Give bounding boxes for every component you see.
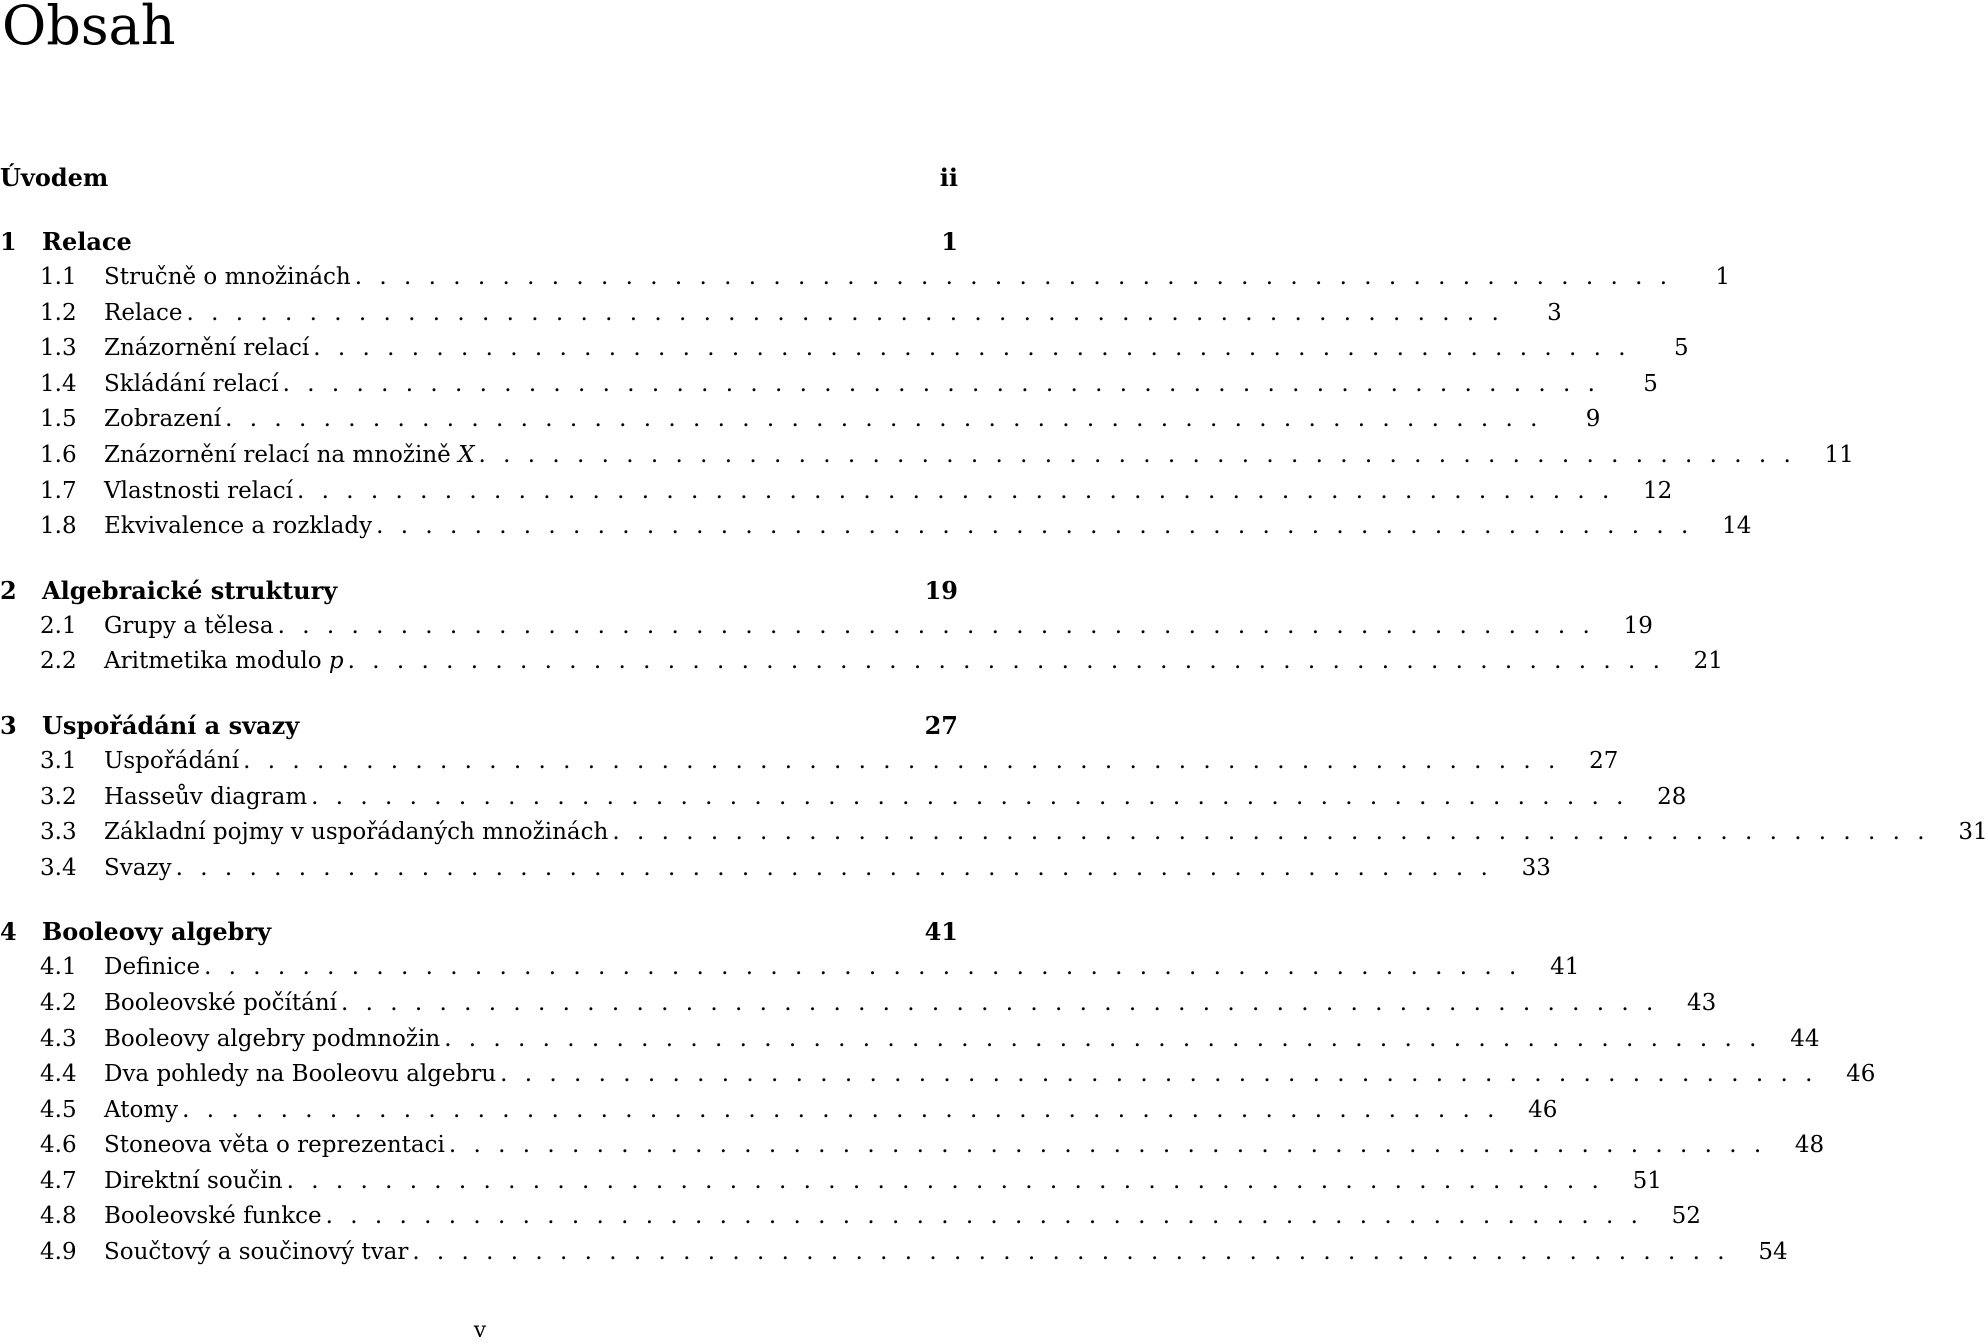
section-title: Hasseův diagram xyxy=(104,783,308,810)
section-page-number: 9 xyxy=(1585,406,1601,433)
toc-section-entry[interactable] xyxy=(0,1199,1701,1235)
toc-section-entry[interactable] xyxy=(0,851,1551,887)
section-page-number: 52 xyxy=(1671,1203,1701,1230)
toc-section-entry[interactable] xyxy=(0,1235,1788,1271)
dot-leader: . . . . . . . . . . . . . . . . . . . . . . . . . . . . . . . . . . . . . . . . . . . . . . . . . . . . . . xyxy=(282,370,1600,397)
page-title: Obsah xyxy=(2,0,176,57)
section-title: Booleovské počítání xyxy=(104,989,337,1016)
section-number: 3.1 xyxy=(40,747,77,774)
dot-leader: . . . . . . . . . . . . . . . . . . . . . . . . . . . . . . . . . . . . . . . . . . . . . . . . . . . . . . xyxy=(478,441,1796,468)
dot-leader: . . . . . . . . . . . . . . . . . . . . . . . . . . . . . . . . . . . . . . . . . . . . . . . . . . . . . . xyxy=(376,513,1694,540)
section-page-number: 54 xyxy=(1758,1239,1788,1266)
section-number: 1.4 xyxy=(40,370,77,397)
dot-leader: . . . . . . . . . . . . . . . . . . . . . . . . . . . . . . . . . . . . . . . . . . . . . . . . . . . . . . xyxy=(444,1025,1762,1052)
section-page-number: 14 xyxy=(1722,513,1752,540)
section-title: Booleovy algebry podmnožin xyxy=(104,1025,441,1052)
section-page-number: 28 xyxy=(1657,783,1687,810)
dot-leader: . . . . . . . . . . . . . . . . . . . . . . . . . . . . . . . . . . . . . . . . . . . . . . . . . . . . . . xyxy=(325,1203,1643,1230)
section-number: 1.6 xyxy=(40,441,77,468)
section-title: Základní pojmy v uspořádaných množinách xyxy=(104,819,609,846)
chapter-number: 2 xyxy=(0,575,17,605)
dot-leader: . . . . . . . . . . . . . . . . . . . . . . . . . . . . . . . . . . . . . . . . . . . . . . . . . . . . . . xyxy=(182,1096,1500,1123)
dot-leader: . . . . . . . . . . . . . . . . . . . . . . . . . . . . . . . . . . . . . . . . . . . . . . . . . . . . . . xyxy=(500,1061,1818,1088)
section-title: Vlastnosti relací xyxy=(104,477,294,504)
toc-section-entry[interactable] xyxy=(0,1022,1820,1058)
section-number: 1.1 xyxy=(40,264,77,290)
section-page-number: 19 xyxy=(1623,612,1653,639)
section-title: Definice xyxy=(104,954,201,981)
section-page-number: 27 xyxy=(1589,747,1619,774)
toc-chapter-entry[interactable] xyxy=(0,914,958,950)
toc-section-entry[interactable] xyxy=(0,950,1580,986)
page-footer-number: v xyxy=(473,1318,487,1343)
toc-chapter-entry[interactable] xyxy=(0,573,958,609)
chapter-title: Relace xyxy=(42,227,132,256)
toc-section-entry[interactable] xyxy=(0,1164,1662,1200)
chapter-page-number: 19 xyxy=(924,575,958,605)
section-page-number: 44 xyxy=(1790,1025,1820,1052)
toc-section-entry[interactable] xyxy=(0,260,1731,296)
section-page-number: 41 xyxy=(1550,954,1580,981)
section-page-number: 43 xyxy=(1687,989,1717,1016)
section-title: Stručně o množinách xyxy=(104,264,351,290)
section-number: 2.2 xyxy=(40,648,77,675)
dot-leader: . . . . . . . . . . . . . . . . . . . . . . . . . . . . . . . . . . . . . . . . . . . . . . . . . . . . . . xyxy=(243,747,1561,774)
chapter-list xyxy=(0,224,1988,1271)
dot-leader: . . . . . . . . . . . . . . . . . . . . . . . . . . . . . . . . . . . . . . . . . . . . . . . . . . . . . . xyxy=(313,335,1631,362)
section-page-number: 11 xyxy=(1824,441,1854,468)
section-number: 4.5 xyxy=(40,1096,77,1123)
chapter-number: 4 xyxy=(0,917,17,947)
section-title: Atomy xyxy=(104,1096,179,1123)
section-page-number: 46 xyxy=(1528,1096,1558,1123)
toc-section-entry[interactable] xyxy=(0,1093,1558,1129)
toc-section-entry[interactable] xyxy=(0,780,1687,816)
section-title: Booleovské funkce xyxy=(104,1203,322,1230)
section-page-number: 48 xyxy=(1794,1132,1825,1159)
chapter-number: 3 xyxy=(0,710,17,740)
chapter-title: Booleovy algebry xyxy=(42,917,272,947)
section-number: 4.7 xyxy=(40,1167,77,1194)
chapter-title: Algebraické struktury xyxy=(42,575,338,605)
dot-leader: . . . . . . . . . . . . . . . . . . . . . . . . . . . . . . . . . . . . . . . . . . . . . . . . . . . . . . xyxy=(204,954,1522,981)
section-number: 1.5 xyxy=(40,406,77,433)
toc-section-entry[interactable] xyxy=(0,744,1619,780)
section-title: Zobrazení xyxy=(104,406,222,433)
toc-section-entry[interactable] xyxy=(0,474,1673,510)
section-title: Ekvivalence a rozklady xyxy=(104,513,373,540)
table-of-contents xyxy=(0,160,1988,1271)
section-page-number: 51 xyxy=(1632,1167,1662,1194)
section-title: Uspořádání xyxy=(104,747,240,774)
chapter-page-number: 27 xyxy=(924,710,958,740)
section-page-number: 21 xyxy=(1693,648,1723,675)
toc-section-entry[interactable] xyxy=(0,609,1653,645)
section-title: Svazy xyxy=(104,854,172,881)
section-title: Aritmetika modulo p xyxy=(104,648,344,675)
section-page-number: 46 xyxy=(1846,1061,1876,1088)
dot-leader: . . . . . . . . . . . . . . . . . . . . . . . . . . . . . . . . . . . . . . . . . . . . . . . . . . . . . . xyxy=(354,264,1673,290)
toc-section-entry[interactable] xyxy=(0,644,1723,680)
section-number: 3.2 xyxy=(40,783,77,810)
chapter-page-number: 1 xyxy=(941,227,958,256)
section-number: 4.3 xyxy=(40,1025,77,1052)
toc-section-entry[interactable] xyxy=(0,509,1752,545)
toc-chapter xyxy=(0,708,1988,886)
section-number: 4.1 xyxy=(40,954,77,981)
toc-chapter xyxy=(0,914,1876,1270)
chapter-page-number: 41 xyxy=(924,917,958,947)
section-title: Znázornění relací xyxy=(104,335,310,362)
toc-chapter xyxy=(0,224,1854,545)
toc-chapter xyxy=(0,573,1723,680)
intro-page-number: ii xyxy=(939,163,958,192)
section-number: 4.6 xyxy=(40,1132,77,1159)
section-number: 3.3 xyxy=(40,819,77,846)
toc-section-entry[interactable] xyxy=(0,986,1717,1022)
toc-section-entry[interactable] xyxy=(0,331,1689,367)
section-number: 2.1 xyxy=(40,612,77,639)
dot-leader: . . . . . . . . . . . . . . . . . . . . . . . . . . . . . . . . . . . . . . . . . . . . . . . . . . . . . . xyxy=(175,854,1493,881)
section-page-number: 33 xyxy=(1521,854,1551,881)
section-title: Grupy a tělesa xyxy=(104,612,274,639)
dot-leader: . . . . . . . . . . . . . . . . . . . . . . . . . . . . . . . . . . . . . . . . . . . . . . . . . . . . . . xyxy=(341,989,1659,1016)
dot-leader: . . . . . . . . . . . . . . . . . . . . . . . . . . . . . . . . . . . . . . . . . . . . . . . . . . . . . . xyxy=(448,1132,1767,1159)
dot-leader: . . . . . . . . . . . . . . . . . . . . . . . . . . . . . . . . . . . . . . . . . . . . . . . . . . . . . . xyxy=(277,612,1595,639)
dot-leader: . . . . . . . . . . . . . . . . . . . . . . . . . . . . . . . . . . . . . . . . . . . . . . . . . . . . . . xyxy=(412,1239,1730,1266)
toc-section-entry[interactable] xyxy=(0,402,1601,438)
dot-leader: . . . . . . . . . . . . . . . . . . . . . . . . . . . . . . . . . . . . . . . . . . . . . . . . . . . . . . xyxy=(286,1167,1604,1194)
section-page-number: 12 xyxy=(1643,477,1673,504)
toc-section-entry[interactable] xyxy=(0,438,1854,474)
dot-leader: . . . . . . . . . . . . . . . . . . . . . . . . . . . . . . . . . . . . . . . . . . . . . . . . . . . . . . xyxy=(612,819,1930,846)
section-number: 3.4 xyxy=(40,854,77,881)
section-number: 4.8 xyxy=(40,1203,77,1230)
toc-section-entry[interactable] xyxy=(0,296,1562,332)
toc-chapter-entry[interactable] xyxy=(0,708,958,744)
section-page-number: 31 xyxy=(1958,819,1988,846)
dot-leader: . . . . . . . . . . . . . . . . . . . . . . . . . . . . . . . . . . . . . . . . . . . . . . . . . . . . . . xyxy=(297,477,1615,504)
section-page-number: 3 xyxy=(1547,299,1562,326)
section-title: Direktní součin xyxy=(104,1167,283,1194)
dot-leader: . . . . . . . . . . . . . . . . . . . . . . . . . . . . . . . . . . . . . . . . . . . . . . . . . . . . . . xyxy=(347,648,1665,675)
section-title: Stoneova věta o reprezentaci xyxy=(104,1132,445,1159)
section-number: 1.8 xyxy=(40,513,77,540)
dot-leader: . . . . . . . . . . . . . . . . . . . . . . . . . . . . . . . . . . . . . . . . . . . . . . . . . . . . . . xyxy=(311,783,1629,810)
section-title: Součtový a součinový tvar xyxy=(104,1239,409,1266)
dot-leader: . . . . . . . . . . . . . . . . . . . . . . . . . . . . . . . . . . . . . . . . . . . . . . . . . . . . . . xyxy=(225,406,1543,433)
section-page-number: 1 xyxy=(1715,264,1731,290)
toc-section-entry[interactable] xyxy=(0,815,1988,851)
intro-title: Úvodem xyxy=(0,163,109,192)
dot-leader: . . . . . . . . . . . . . . . . . . . . . . . . . . . . . . . . . . . . . . . . . . . . . . . . . . . . . . xyxy=(186,299,1504,326)
toc-chapter-entry[interactable] xyxy=(0,224,958,260)
section-title: Relace xyxy=(104,299,183,326)
chapter-title: Uspořádání a svazy xyxy=(42,710,300,740)
section-title: Skládání relací xyxy=(104,370,279,397)
section-number: 4.2 xyxy=(40,989,77,1016)
section-number: 1.7 xyxy=(40,477,77,504)
section-number: 1.3 xyxy=(40,335,77,362)
section-number: 4.4 xyxy=(40,1061,77,1088)
section-number: 1.2 xyxy=(40,299,77,326)
chapter-number: 1 xyxy=(0,227,17,256)
toc-section-entry[interactable] xyxy=(0,1057,1876,1093)
toc-section-entry[interactable] xyxy=(0,1128,1825,1164)
section-page-number: 5 xyxy=(1673,335,1689,362)
section-title: Dva pohledy na Booleovu algebru xyxy=(104,1061,497,1088)
section-number: 4.9 xyxy=(40,1239,77,1266)
section-page-number: 5 xyxy=(1643,370,1658,397)
toc-intro-entry[interactable] xyxy=(0,160,958,196)
toc-section-entry[interactable] xyxy=(0,367,1658,403)
section-title: Znázornění relací na množině X xyxy=(104,441,475,468)
